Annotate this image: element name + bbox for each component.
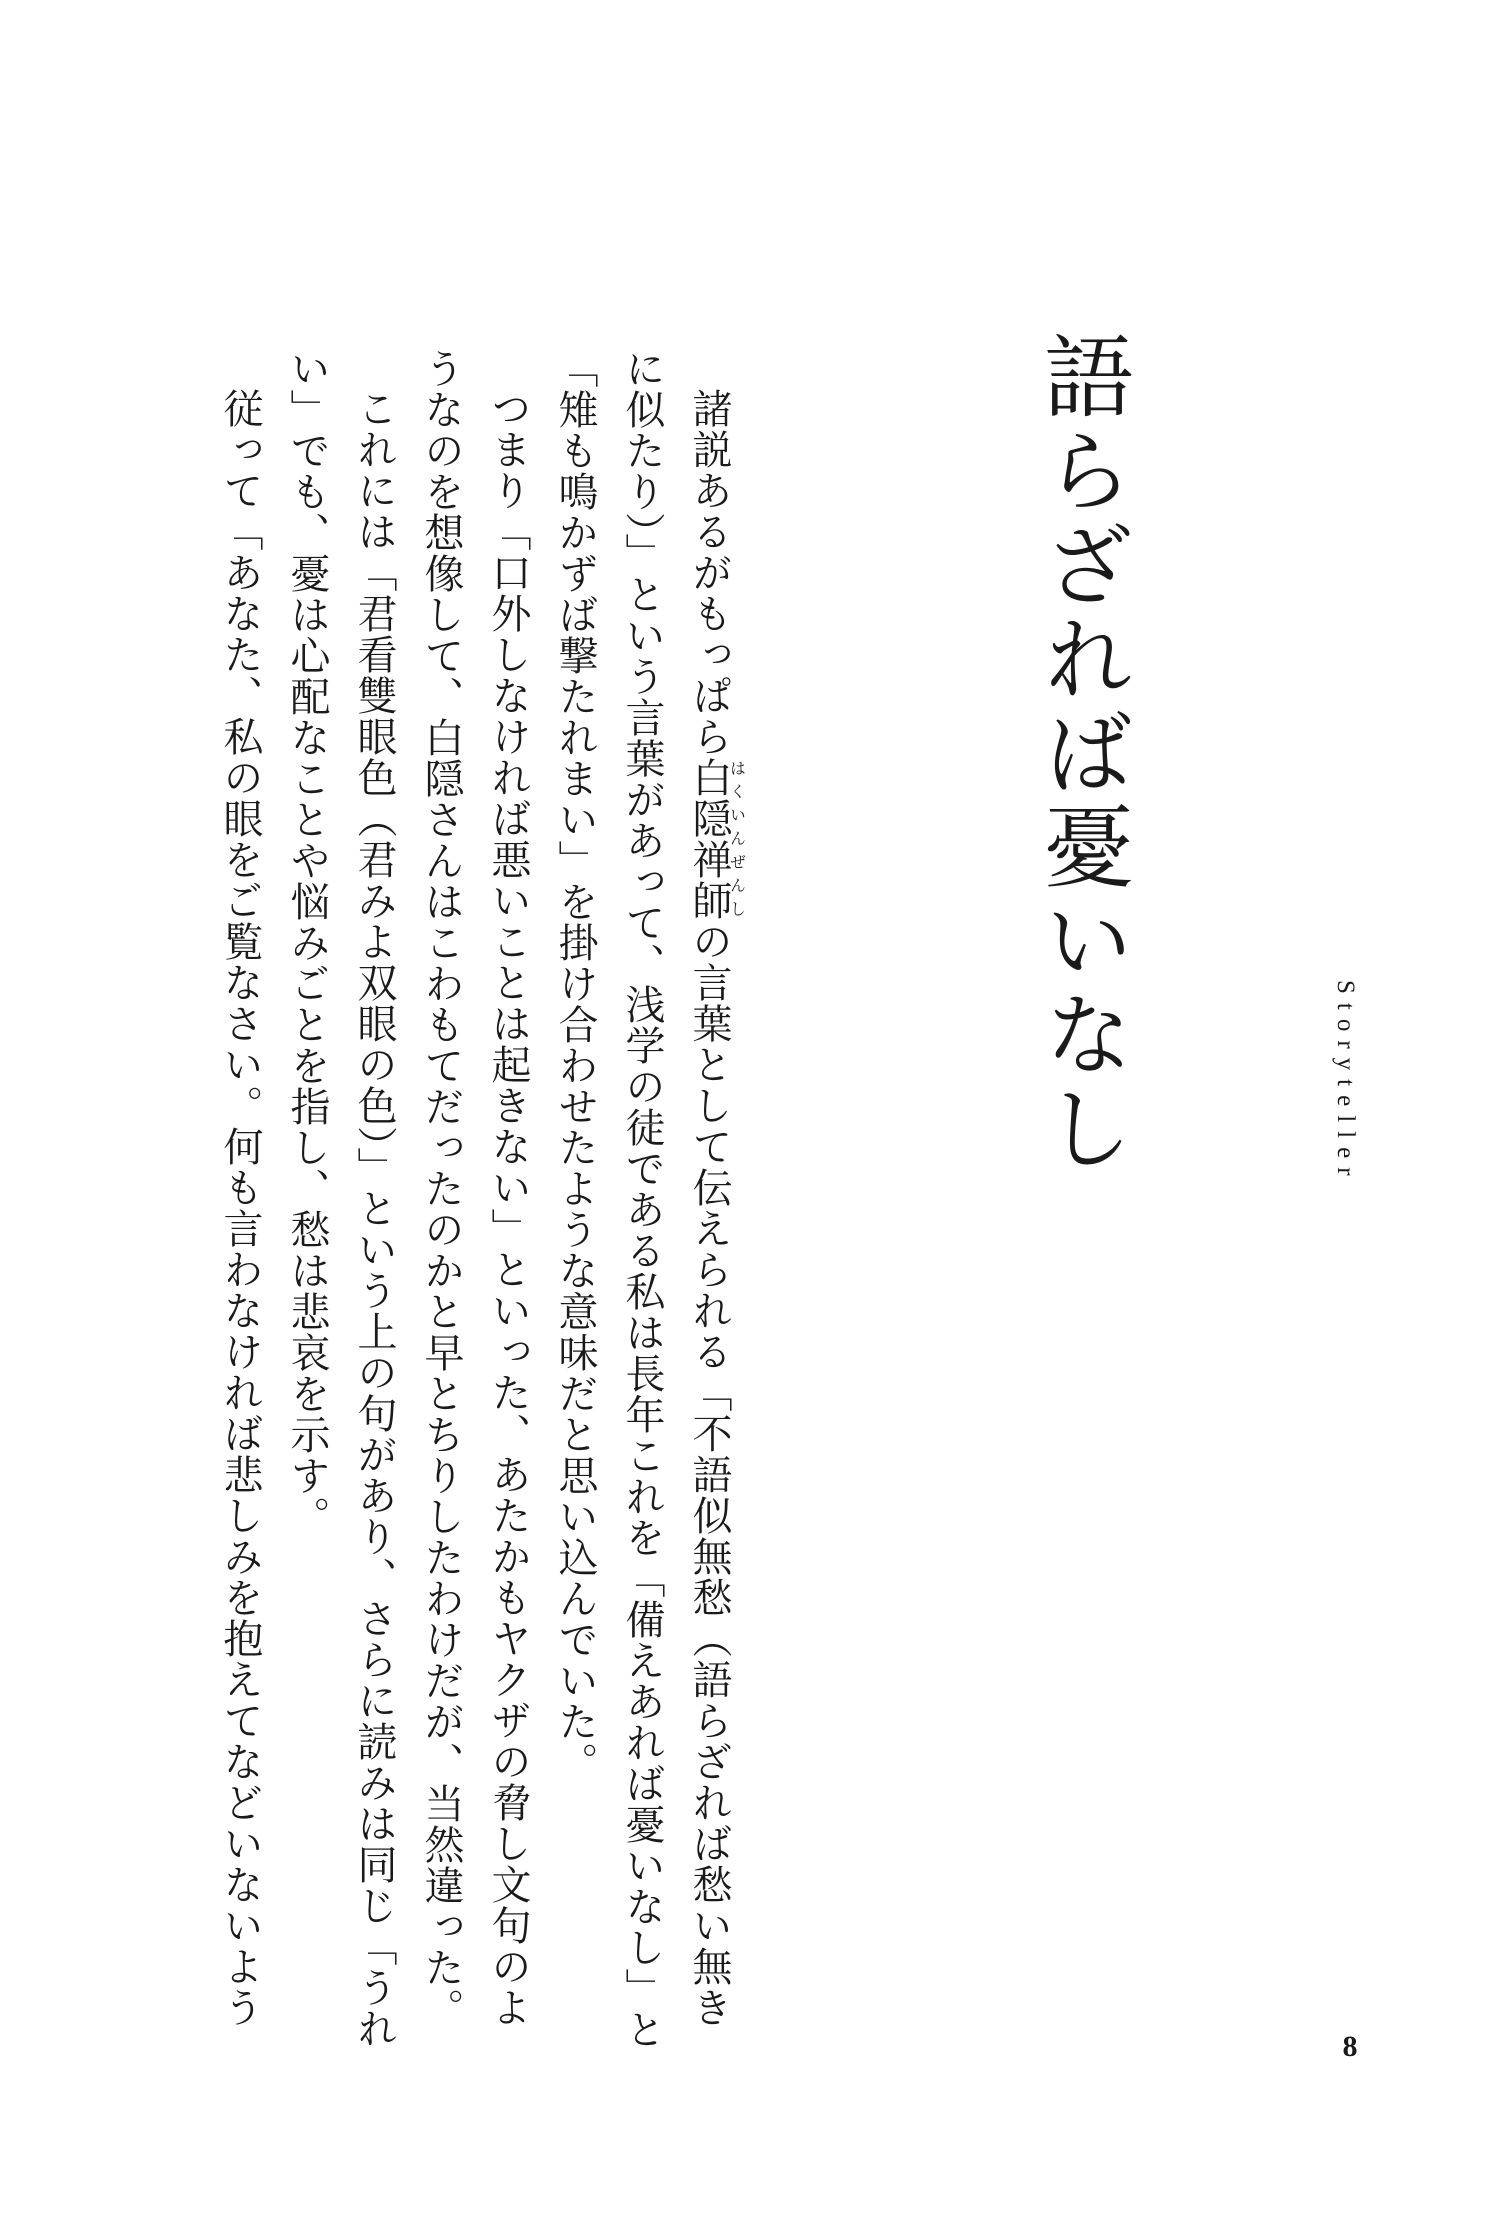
paragraph-1-start: 諸説あるがもっぱら: [686, 388, 732, 757]
ruby-base: 白隠禅師: [686, 757, 732, 921]
ruby-reading: はくいんぜんし: [727, 757, 747, 921]
paragraph-2: つまり「口外しなければ悪いことは起きない」といった、あたかもヤクザの脅し文句のようなのを想像して、白隠さんはこわもてだったのかと早とちりしたわけだが、当然違った。: [418, 348, 531, 2029]
body-text: [205, 348, 745, 2068]
paragraph-1-end: の言葉として伝えられる「不語似無愁（語らざれば愁い無きに似たり）」という言葉があって、浅学の徒である私は長年これを「備えあれば憂いなし」と「雉も鳴かずば撃たれまい」を掛け合わせたような意味だと思い込んでいた。: [552, 348, 732, 2050]
paragraph-4: 従って「あなた、私の眼をご覧なさい。何も言わなければ悲しみを抱えてなどいないよう: [217, 388, 263, 2028]
paragraph-3: これには「君看雙眼色（君みよ双眼の色）」という上の句があり、さらに読みは同じ「うれい」でも、憂は心配なことや悩みごとを指し、愁は悲哀を示す。: [284, 348, 397, 2049]
ruby-hakuin-zenji: [686, 757, 747, 921]
paragraph-1: [541, 348, 745, 2068]
chapter-title: 語らざれば憂いなし: [1028, 330, 1133, 1176]
series-label: Storyteller: [1332, 980, 1359, 1185]
page-number: 8: [1342, 2030, 1358, 2063]
